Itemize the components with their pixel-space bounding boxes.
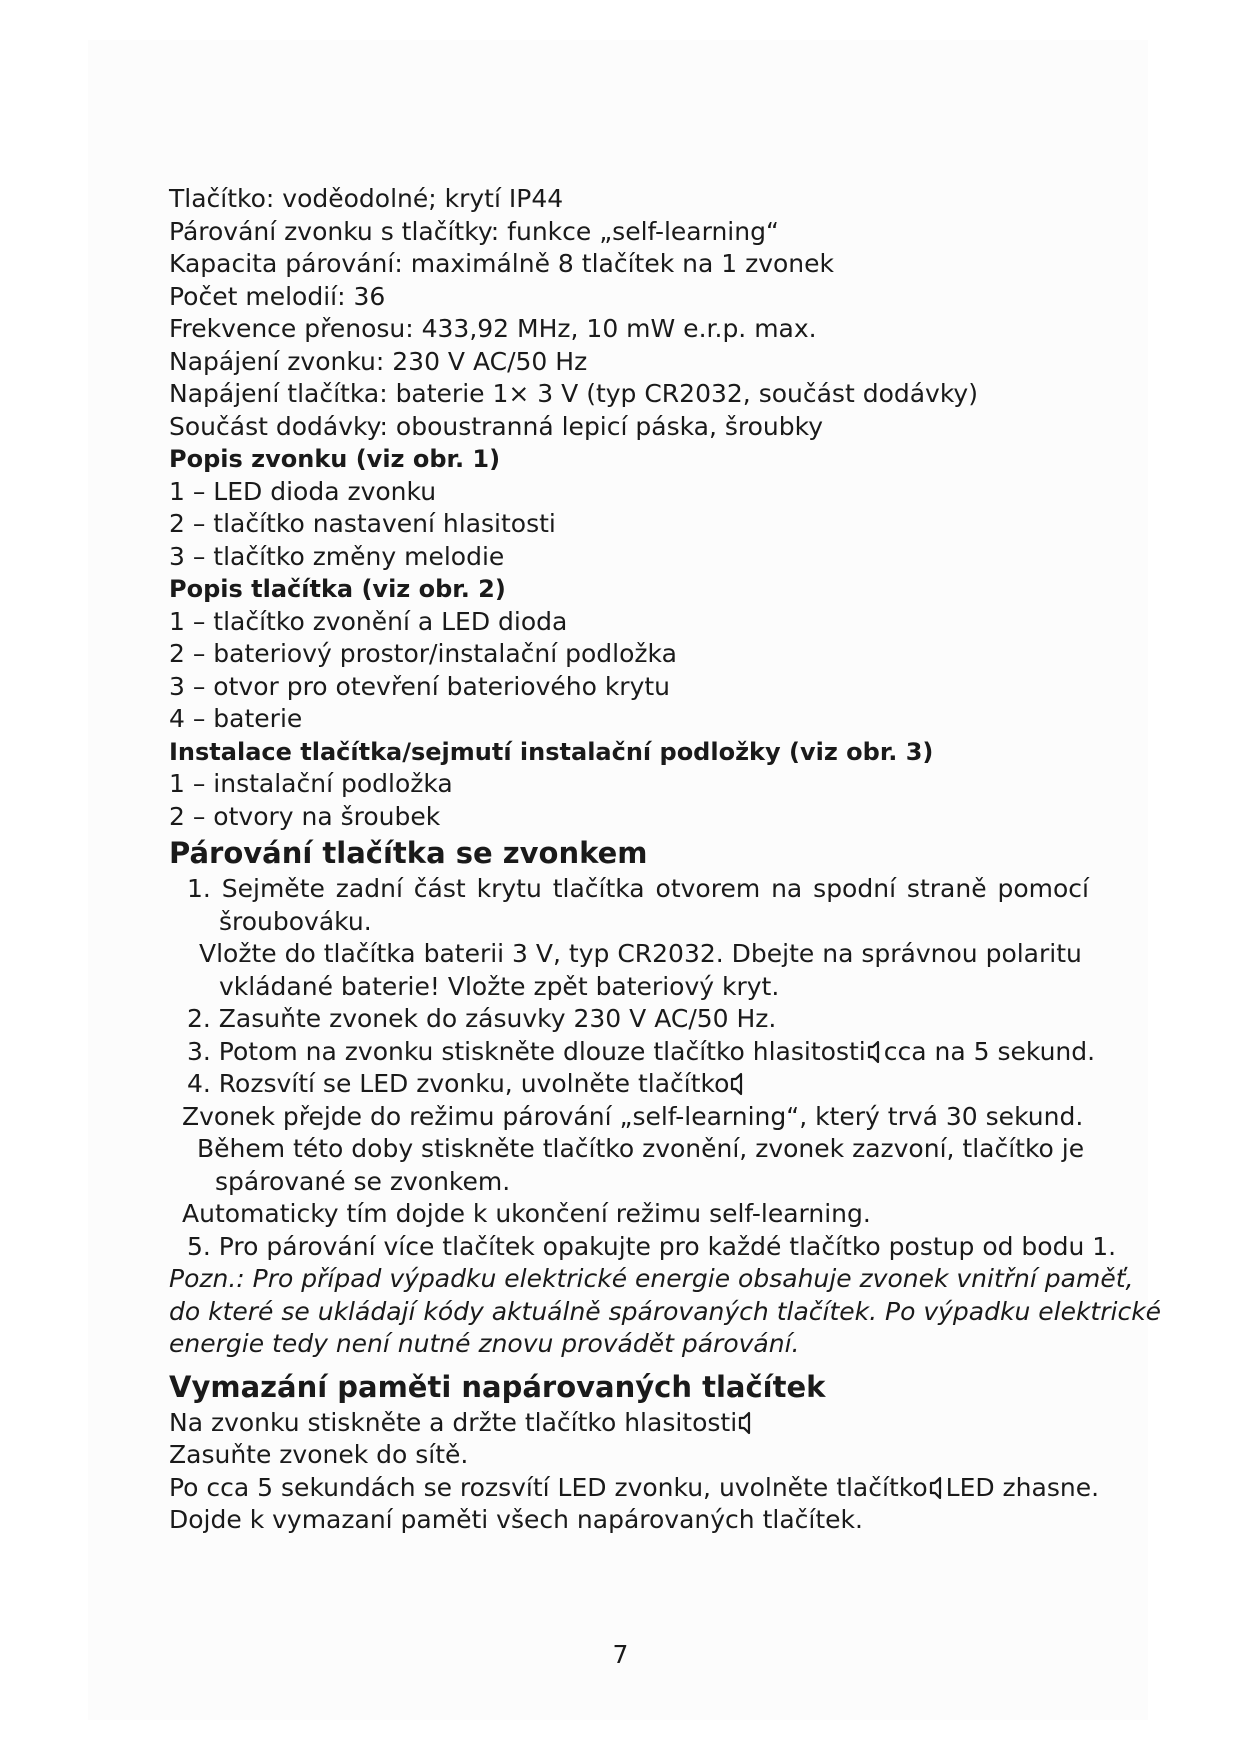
pairing-step-3 — [169, 1036, 1096, 1069]
spec-line: Párování zvonku s tlačítky: funkce „self-learning“ — [169, 216, 779, 246]
pairing-step-1-cont: šroubováku. — [219, 906, 372, 936]
pairing-step-5: 5. Pro párování více tlačítek opakujte pro každé tlačítko postup od bodu 1. — [187, 1231, 1117, 1261]
erase-line: Zasuňte zvonek do sítě. — [169, 1440, 469, 1469]
erase-line — [169, 1472, 1100, 1505]
installation-heading: Instalace tlačítka/sejmutí instalační podložky (viz obr. 3) — [169, 737, 934, 766]
spec-line: Kapacita párování: maximálně 8 tlačítek na 1 zvonek — [169, 249, 835, 278]
pairing-step-4-text: 4. Rozsvítí se LED zvonku, uvolněte tlačítko — [187, 1069, 730, 1098]
pairing-paragraph: Během této doby stiskněte tlačítko zvonění, zvonek zazvoní, tlačítko je — [197, 1134, 1085, 1163]
pairing-note: energie tedy není nutné znovu provádět párování. — [169, 1329, 800, 1358]
speaker-icon — [867, 1039, 883, 1065]
pairing-step-2: 2. Zasuňte zvonek do zásuvky 230 V AC/50 Hz. — [187, 1004, 777, 1033]
list-item: 1 – LED dioda zvonku — [169, 476, 437, 506]
erase-line-text: Po cca 5 sekundách se rozsvítí LED zvonku, uvolněte tlačítko — [169, 1472, 928, 1502]
pairing-step-4 — [169, 1068, 1089, 1101]
pairing-step-1-cont: Vložte do tlačítka baterii 3 V, typ CR2032. Dbejte na správnou polaritu — [199, 939, 1082, 968]
pairing-step-1-cont: vkládané baterie! Vložte zpět bateriový kryt. — [219, 971, 780, 1001]
spec-list — [169, 183, 1089, 443]
list-item: 4 – baterie — [169, 704, 303, 733]
speaker-icon — [929, 1475, 945, 1501]
list-item: 3 – otvor pro otevření bateriového krytu — [169, 671, 671, 701]
pairing-paragraph-cont: spárované se zvonkem. — [215, 1166, 511, 1196]
list-item: 1 – instalační podložka — [169, 769, 453, 798]
erase-line: Dojde k vymazaní paměti všech napárovaných tlačítek. — [169, 1505, 863, 1534]
list-item: 2 – otvory na šroubek — [169, 801, 441, 831]
pairing-note: Pozn.: Pro případ výpadku elektrické energie obsahuje zvonek vnitřní paměť, — [169, 1264, 1134, 1293]
pairing-step-1: 1. Sejměte zadní část krytu tlačítka otvorem na spodní straně pomocí — [187, 874, 1089, 903]
list-item: 2 – bateriový prostor/instalační podložka — [169, 639, 677, 668]
list-item: 2 – tlačítko nastavení hlasitosti — [169, 509, 556, 538]
erase-line — [169, 1407, 1089, 1440]
pairing-note: do které se ukládají kódy aktuálně spárovaných tlačítek. Po výpadku elektrické — [169, 1296, 1162, 1326]
pairing-paragraph: Zvonek přejde do režimu párování „self-learning“, který trvá 30 sekund. — [182, 1101, 1084, 1131]
spec-line: Součást dodávky: oboustranná lepicí páska, šroubky — [169, 411, 824, 441]
pairing-heading: Párování tlačítka se zvonkem — [169, 836, 648, 870]
erase-line-text-end: LED zhasne. — [945, 1472, 1100, 1502]
spec-line: Počet melodií: 36 — [169, 281, 386, 311]
list-item: 3 – tlačítko změny melodie — [169, 541, 505, 571]
speaker-icon — [730, 1071, 746, 1097]
spec-line: Tlačítko: voděodolné; krytí IP44 — [169, 184, 564, 213]
spec-line: Frekvence přenosu: 433,92 MHz, 10 mW e.r.p. max. — [169, 314, 817, 343]
pairing-step-3-text: 3. Potom na zvonku stiskněte dlouze tlačítko hlasitosti — [187, 1036, 866, 1066]
erase-memory-heading: Vymazání paměti napárovaných tlačítek — [169, 1369, 826, 1404]
spec-line: Napájení tlačítka: baterie 1× 3 V (typ CR2032, součást dodávky) — [169, 379, 978, 408]
button-description-heading: Popis tlačítka (viz obr. 2) — [169, 575, 506, 603]
document-body — [169, 183, 1162, 1537]
spec-line: Napájení zvonku: 230 V AC/50 Hz — [169, 346, 588, 376]
list-item: 1 – tlačítko zvonění a LED dioda — [169, 606, 568, 636]
page-number: 7 — [612, 1640, 629, 1669]
pairing-paragraph: Automaticky tím dojde k ukončení režimu self-learning. — [182, 1199, 871, 1228]
speaker-icon — [738, 1410, 754, 1436]
pairing-step-3-text-end: cca na 5 sekund. — [883, 1036, 1096, 1066]
bell-description-heading: Popis zvonku (viz obr. 1) — [169, 445, 501, 473]
erase-line-text: Na zvonku stiskněte a držte tlačítko hlasitosti — [169, 1407, 738, 1437]
